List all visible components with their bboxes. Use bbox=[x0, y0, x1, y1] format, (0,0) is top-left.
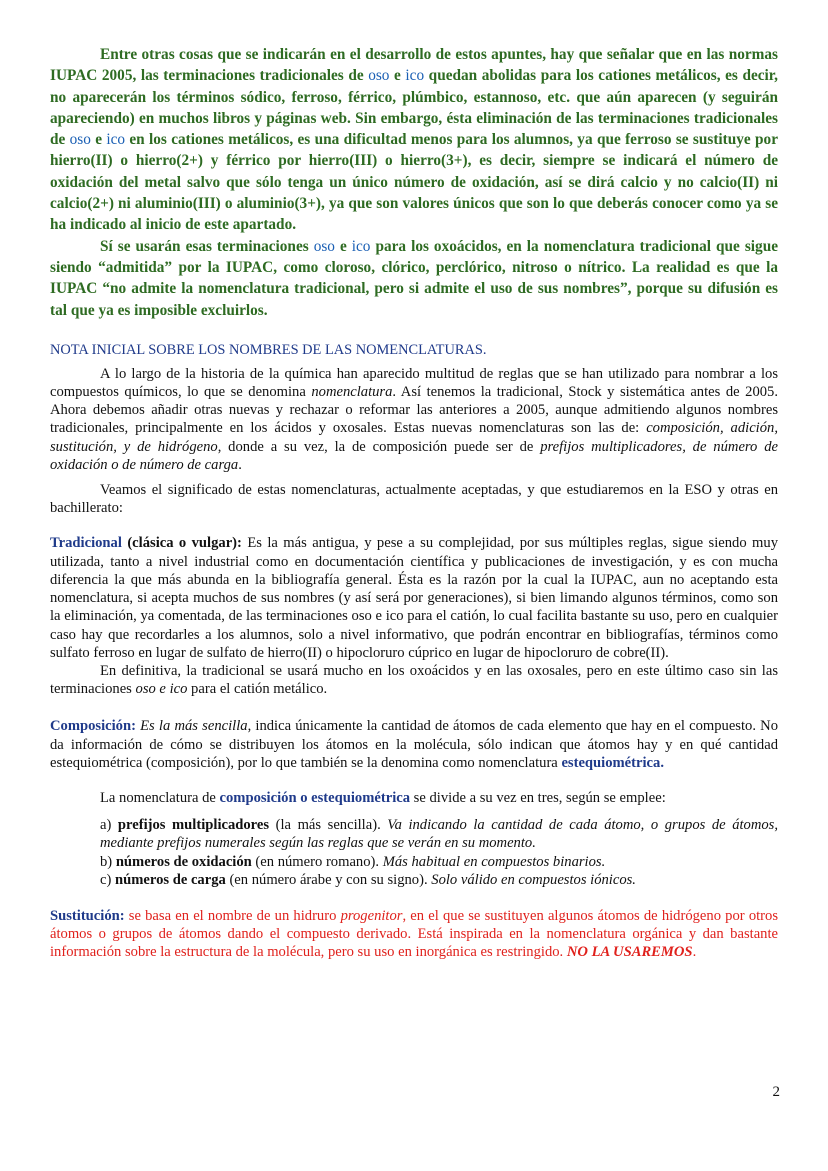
term-estequiometrica: estequiométrica. bbox=[561, 754, 664, 771]
term-ico: ico bbox=[106, 131, 126, 149]
bold-text: números de oxidación bbox=[115, 853, 252, 870]
intro-text: Sí se usarán esas terminaciones bbox=[100, 237, 314, 255]
term-ico: ico bbox=[351, 237, 371, 255]
body-text: La nomenclatura de bbox=[100, 789, 220, 806]
sustitucion-paragraph bbox=[50, 907, 778, 962]
body-text: , en el que se sustituyen algunos átomos de hidrógeno por otros átomos o grupos de átomos dando el compuesto derivado. Está inspirada en la nomenclatura orgánica y dan bastante información sobre la estructura de la molécula, pero su uso en inorgánica es restringido. bbox=[50, 907, 779, 961]
body-text: Es la más antigua, y pese a su complejidad, por sus múltiples reglas, sigue siendo muy utilizada, tanto a nivel industrial como en documentación científica y publicaciones de investigación, y es con mucha diferencia la que más abunda en la bibliografía general. Ésta es la razón por la cual la IUPAC, aun no aceptando esta nomenclatura, si acepta muchos de sus nombres (y así será por generaciones), si bien limando algunos términos, como son la eliminación, ya comentada, de las terminaciones oso e ico para el catión, lo cual facilita bastante su uso, pero en cualquier caso hay que recordarles a los alumnos, solo a nivel informativo, que podrán encontrar en bibliografías, términos como sulfato ferroso en lugar de sulfato de hierro(II) o hipocloruro cúprico en lugar de hipocloruro de cobre(II). bbox=[50, 535, 778, 661]
intro-paragraph-2 bbox=[50, 236, 778, 321]
italic-text: prefijos multiplicadores, de número de oxidación o de número de carga bbox=[50, 438, 778, 473]
intro-text: quedan abolidas para los cationes metálicos, es decir, no aparecerán los términos sódico, ferroso, férrico, plúmbico, estannoso, etc. que aún aparecen (y seguirán apareciendo) en muchos libros y páginas web. Sin embargo, ésta eliminación de las terminaciones tradicionales de bbox=[50, 67, 778, 149]
italic-text: Más habitual en compuestos binarios. bbox=[382, 853, 606, 870]
italic-text: Solo válido en compuestos iónicos. bbox=[431, 871, 636, 888]
list-item-a bbox=[100, 816, 778, 852]
composicion-list bbox=[50, 816, 778, 889]
body-text: para el catión metálico. bbox=[187, 681, 328, 698]
body-text: . bbox=[238, 456, 242, 473]
body-text: , indica únicamente la cantidad de átomos de cada elemento que hay en el compuesto. No da información de cómo se distribuyen los átomos en la molécula, sólo indican que átomos hay y en qué cantidad estequiométrica (composición), por lo que también se la denomina como nomenclatura bbox=[50, 718, 778, 771]
term-subtitle: (clásica o vulgar): bbox=[121, 535, 242, 552]
page-number: 2 bbox=[772, 1084, 780, 1100]
body-text: (en número romano). bbox=[251, 853, 383, 870]
term-tradicional: Tradicional bbox=[50, 535, 122, 552]
tradicional-paragraph-2 bbox=[50, 662, 778, 698]
tradicional-paragraph bbox=[50, 534, 778, 661]
list-marker: b) bbox=[100, 853, 116, 870]
intro-text: e bbox=[334, 237, 352, 255]
body-text: se divide a su vez en tres, según se emplee: bbox=[410, 789, 666, 806]
term-sustitucion: Sustitución: bbox=[50, 907, 125, 924]
composicion-intro bbox=[50, 789, 778, 807]
term-oso: oso bbox=[69, 131, 91, 149]
italic-text: progenitor bbox=[340, 907, 403, 924]
body-text: A lo largo de la historia de la química han aparecido multitud de reglas que se han utilizado para nombrar a los compuestos químicos, lo que se denomina bbox=[50, 365, 778, 401]
italic-text: oso e ico bbox=[135, 681, 188, 698]
list-marker: c) bbox=[100, 871, 115, 888]
italic-text: Va indicando la cantidad de cada átomo, o grupos de átomos, mediante prefijos numerales según las reglas que se verán en su momento. bbox=[100, 817, 779, 852]
bold-text: prefijos multiplicadores bbox=[117, 817, 270, 834]
nota-paragraph-2: Veamos el significado de estas nomenclaturas, actualmente aceptadas, y que estudiaremos en la ESO y otras en bachillerato: bbox=[50, 482, 778, 517]
intro-text: e bbox=[389, 67, 406, 85]
body-text: se basa en el nombre de un hidruro bbox=[124, 907, 341, 924]
intro-text: en los cationes metálicos, es una dificultad menos para los alumnos, ya que ferroso se sustituye por hierro(II) o hierro(2+) y férrico por hierro(III) o hierro(3+), es decir, siempre se indicará el número de oxidación del metal salvo que sólo tenga un único número de oxidación, así se dirá calcio y no calcio(II) ni calcio(2+) ni aluminio(III) o aluminio(3+), ya que son valores únicos que son lo que deberás conocer como ya se ha indicado al inicio de este apartado. bbox=[50, 131, 778, 234]
term-oso: oso bbox=[368, 67, 390, 85]
intro-text: Entre otras cosas que se indicarán en el desarrollo de estos apuntes, hay que señalar que en las normas IUPAC 2005, las terminaciones tradicionales de bbox=[50, 46, 778, 85]
section-heading: NOTA INICIAL SOBRE LOS NOMBRES DE LAS NOMENCLATURAS. bbox=[50, 341, 487, 358]
bold-text: números de carga bbox=[115, 871, 226, 888]
body-text: (en número árabe y con su signo). bbox=[225, 871, 432, 888]
term-composicion-estequiometrica: composición o estequiométrica bbox=[219, 789, 411, 806]
italic-text: nomenclatura bbox=[311, 384, 393, 401]
list-item-b bbox=[100, 853, 778, 871]
composicion-paragraph bbox=[50, 717, 778, 772]
term-ico: ico bbox=[405, 67, 425, 85]
body-text: , donde a su vez, la de composición puede ser de bbox=[217, 438, 541, 455]
italic-text: Es la más sencilla bbox=[135, 718, 248, 735]
intro-text: para los oxoácidos, en la nomenclatura tradicional que sigue siendo “admitida” por la IUPAC, como cloroso, clórico, perclórico, nitroso o nítrico. La realidad es que la IUPAC “no admite la nomenclatura tradicional, pero si admite el uso de sus nombres”, porque su difusión es tal que ya es imposible excluirlos. bbox=[50, 237, 778, 319]
page-content bbox=[50, 44, 778, 962]
body-text: . Así tenemos la tradicional, Stock y sistemática antes de 2005. Ahora debemos añadir otras nuevas y rechazar o reformar las anteriores a 2005, aunque admitiendo algunos nombres tradicionales, principalmente en los ácidos y oxosales. Estas nuevas nomenclaturas son las de: bbox=[50, 384, 778, 437]
intro-paragraph-1 bbox=[50, 44, 778, 236]
nota-paragraph-1 bbox=[50, 365, 778, 474]
list-marker: a) bbox=[100, 817, 118, 834]
intro-text: e bbox=[90, 131, 107, 149]
body-text: (la más sencilla). bbox=[269, 817, 388, 834]
term-composicion: Composición: bbox=[50, 718, 136, 735]
body-text: . bbox=[692, 944, 697, 961]
emphasis-no-la-usaremos: NO LA USAREMOS bbox=[566, 944, 693, 961]
list-item-c bbox=[100, 871, 778, 889]
term-oso: oso bbox=[313, 237, 335, 255]
body-text: En definitiva, la tradicional se usará mucho en los oxoácidos y en las oxosales, pero en este último caso sin las terminaciones bbox=[50, 662, 778, 698]
italic-text: composición, adición, sustitución, y de hidrógeno bbox=[50, 420, 778, 455]
